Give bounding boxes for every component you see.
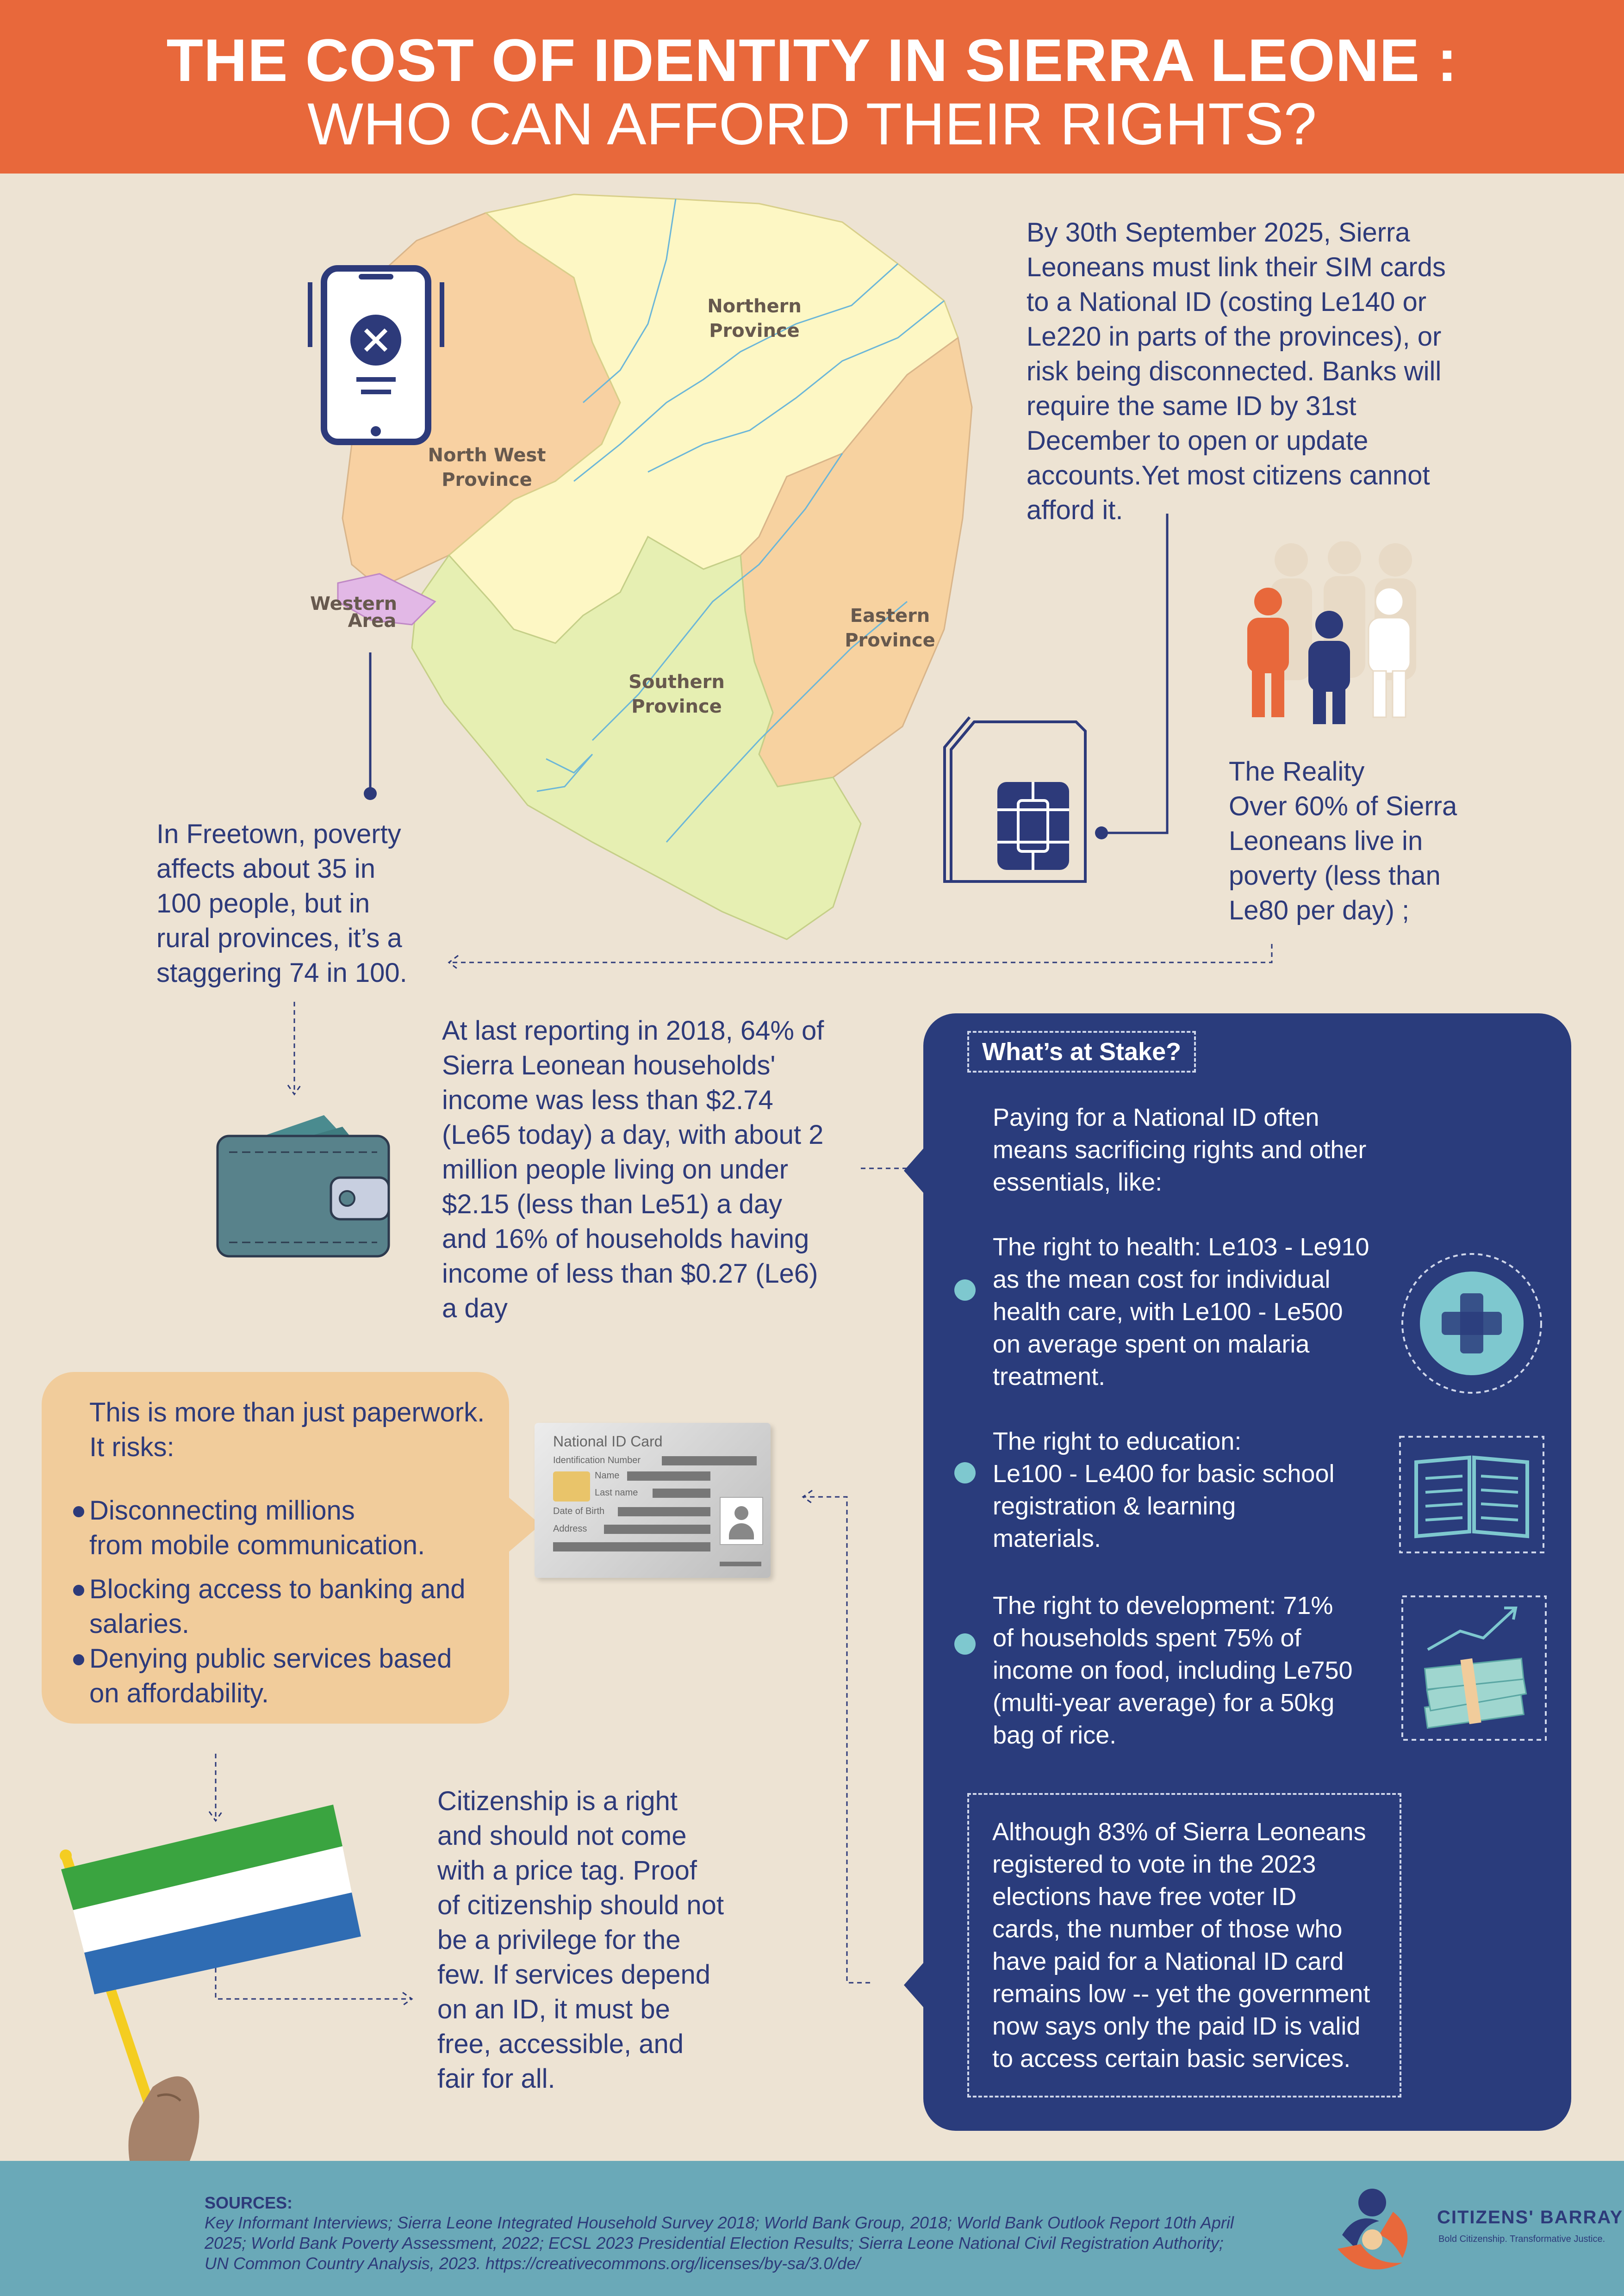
title-banner [0, 0, 1624, 174]
id-card-name-label: Name [595, 1471, 620, 1481]
id-card-chip [553, 1471, 590, 1502]
right-to-development-text: The right to development: 71% of households spent 75% of income on food, including Le750 (multi-year average) for a 50kg bag of rice. [993, 1592, 1353, 1749]
bullet-dot [73, 1585, 84, 1596]
people-icon [1231, 541, 1435, 726]
risk-item-services: Denying public services based on affordability. [89, 1644, 452, 1708]
money-growth-icon [1400, 1594, 1548, 1742]
bullet-dot [954, 1633, 976, 1655]
risks-intro: This is more than just paperwork. It risks: [89, 1397, 485, 1462]
label-north-west-line-1: North West [428, 445, 546, 466]
right-to-education-text: The right to education: Le100 - Le400 for basic school registration & learning materials. [993, 1427, 1335, 1552]
label-northern-line-1: Northern [707, 296, 802, 317]
national-id-card-illustration [535, 1423, 771, 1578]
sources-text: Key Informant Interviews; Sierra Leone Integrated Household Survey 2018; World Bank Group, 2018; World Bank Outlook Report 10th April 2025; World Bank Poverty Assessment, 2022; ECSL 2023 Presidential Election Results; Sierra Leone National Civil Registration Authority; UN Common Country Analysis, 2023. https://creativecommons.org/licenses/by-sa/3.0/de/ [205, 2213, 1234, 2273]
freetown-poverty-text: In Freetown, poverty affects about 35 in 100 people, but in rural provinces, it’s a staggering 74 in 100. [156, 819, 407, 988]
wallet-icon [213, 1108, 393, 1261]
id-card-dob-label: Date of Birth [553, 1506, 605, 1516]
reality-text: The Reality Over 60% of Sierra Leoneans live in poverty (less than Le80 per day) ; [1229, 757, 1457, 925]
bullet-dot [73, 1506, 84, 1517]
sierra-leone-flag-icon [46, 1795, 370, 2161]
citizens-barray-logo-icon [1324, 2179, 1421, 2277]
intro-paragraph: By 30th September 2025, Sierra Leoneans must link their SIM cards to a National ID (costing Le140 or Le220 in parts of the provinces), or risk being disconnected. Banks will require the same ID by 31st December to open or update accounts.Yet most citizens cannot afford it. [1027, 217, 1446, 525]
sources-label: SOURCES: [205, 2193, 293, 2212]
label-eastern-line-2: Province [845, 630, 935, 651]
voter-id-box: Although 83% of Sierra Leoneans registered to vote in the 2023 elections have free voter ID cards, the number of those who have paid for a National ID card remains low -- yet the government now says only the paid ID is valid to access certain basic services. [967, 1793, 1401, 2097]
panel-pointer-bottom [904, 1962, 924, 2008]
right-to-health-text: The right to health: Le103 - Le910 as the mean cost for individual health care, with Le100 - Le500 on average spent on malaria treatment. [993, 1233, 1369, 1390]
stake-title: What’s at Stake? [967, 1031, 1196, 1073]
bullet-dot [954, 1462, 976, 1483]
id-card-title: National ID Card [553, 1433, 663, 1450]
whats-at-stake-panel [923, 1013, 1571, 2131]
risks-box [42, 1372, 509, 1724]
phone-disconnected-icon [308, 264, 447, 449]
risk-item-banking: Blocking access to banking and salaries. [89, 1574, 466, 1639]
label-northern-line-2: Province [709, 320, 800, 341]
label-western-line-2: Area [348, 610, 397, 632]
label-western-line-1: Western [310, 593, 398, 614]
id-card-photo [720, 1497, 763, 1545]
stake-intro: Paying for a National ID often means sacrificing rights and other essentials, like: [993, 1104, 1367, 1196]
bullet-dot [954, 1279, 976, 1301]
id-card-number-label: Identification Number [553, 1455, 641, 1465]
logo-tagline: Bold Citizenship. Transformative Justice. [1438, 2234, 1605, 2244]
label-north-west-line-2: Province [442, 469, 532, 490]
health-cross-icon [1398, 1249, 1546, 1397]
sim-card-icon [942, 713, 1090, 888]
id-card-address-label: Address [553, 1524, 587, 1534]
open-book-icon [1398, 1434, 1546, 1555]
bullet-dot [73, 1654, 84, 1665]
citizenship-text: Citizenship is a right and should not come with a price tag. Proof of citizenship should not be a privilege for the few. If services depend on an ID, it must be free, accessible, and fair for all. [437, 1786, 724, 2094]
id-card-lastname-label: Last name [595, 1488, 638, 1498]
title-line-2: WHO CAN AFFORD THEIR RIGHTS? [307, 91, 1317, 157]
logo-name: CITIZENS' BARRAY [1437, 2207, 1624, 2228]
title-line-1: THE COST OF IDENTITY IN SIERRA LEONE : [166, 26, 1458, 94]
label-southern-line-2: Province [631, 696, 722, 717]
risk-item-disconnect: Disconnecting millions from mobile communication. [89, 1496, 425, 1560]
households-income-text: At last reporting in 2018, 64% of Sierra Leonean households' income was less than $2.74 (Le65 today) a day, with about 2 million people living on under $2.15 (less than Le51) a day and 16% of households having income of less than $0.27 (Le6) a day [442, 1016, 824, 1323]
label-southern-line-1: Southern [628, 671, 725, 693]
label-eastern-line-1: Eastern [850, 605, 930, 627]
sources-footer [0, 2161, 1624, 2296]
panel-pointer [904, 1148, 924, 1194]
